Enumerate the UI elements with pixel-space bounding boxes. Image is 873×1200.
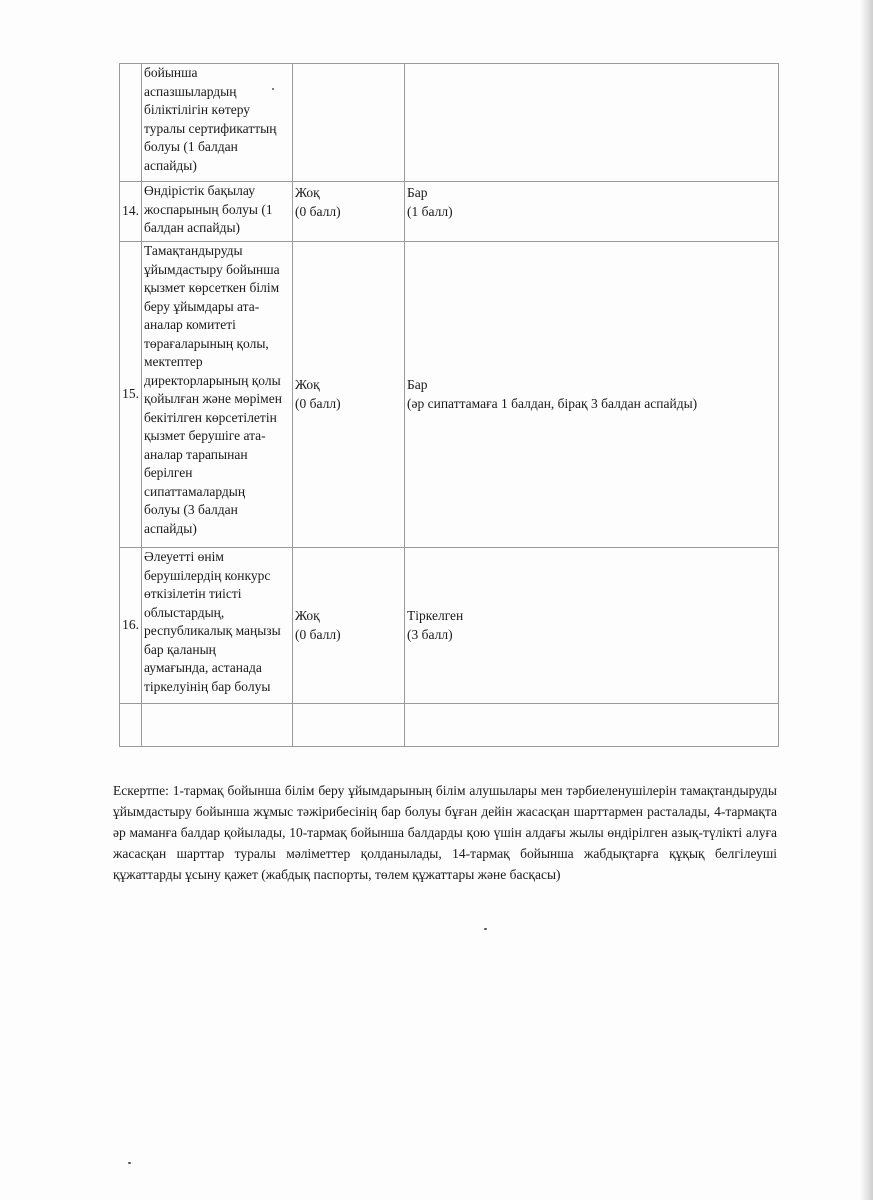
absent-score: (0 балл) — [295, 395, 341, 411]
absent-cell — [293, 242, 405, 548]
criterion-line: берілген — [144, 465, 193, 480]
criterion-line: бекітілген көрсетілетін — [144, 409, 277, 425]
present-score: (1 балл) — [407, 203, 453, 219]
criterion-line: бойынша — [144, 65, 198, 80]
empty-cell — [120, 704, 142, 747]
empty-cell — [405, 704, 779, 747]
criterion-line: республикалық маңызы — [144, 623, 281, 638]
criteria-table — [119, 63, 779, 747]
criterion-line: өткізілетін тиісті — [144, 586, 242, 601]
present-cell — [405, 242, 779, 548]
table-row — [120, 64, 779, 182]
criterion-line: болуы (1 балдан — [144, 139, 238, 154]
present-label: Бар — [407, 377, 428, 392]
absent-label: Жоқ — [295, 185, 320, 200]
criterion-line: сипаттамалардың — [144, 483, 246, 499]
absent-cell — [293, 182, 405, 242]
criterion-line: балдан аспайды) — [144, 220, 241, 235]
absent-cell — [293, 64, 405, 182]
table-row — [120, 242, 779, 548]
criterion-line: аспайды) — [144, 157, 197, 173]
criterion-line: аспайды) — [144, 520, 197, 536]
criterion-line: беру ұйымдары ата- — [144, 298, 260, 314]
empty-cell — [293, 704, 405, 747]
present-score: (3 балл) — [407, 626, 453, 642]
present-cell — [405, 548, 779, 704]
scan-edge-shadow — [859, 0, 873, 1200]
present-score: (әр сипаттамаға 1 балдан, бірақ 3 балдан аспайды) — [407, 395, 698, 411]
scan-speck — [128, 1162, 131, 1164]
criterion-cell — [142, 64, 293, 182]
criterion-line: мектептер — [144, 354, 203, 369]
row-number: 14. — [120, 182, 142, 242]
criterion-line: Әлеуетті өнім — [144, 549, 224, 564]
criterion-line: болуы (3 балдан — [144, 502, 238, 517]
criterion-line: қызмет берушіге ата- — [144, 428, 266, 443]
criterion-line: тіркелуінің бар болуы — [144, 678, 271, 694]
footnote: Ескертпе: 1-тармақ бойынша білім беру ұйымдарының білім алушылары мен тәрбиеленушілерін тамақтандыруды ұйымдастыру бойынша жұмыс тәжірибесінің бар болуы бұған дейін жасасқан шарттармен расталады, 4-тармақта әр маманға балдар қойылады, 10-тармақ бойынша балдарды қою үшін алдағы жылы өндірілген азық-түлікті алуға жасасқан шарттар туралы мәліметтер қолданылады, 14-тармақ бойынша жабдықтарға құқық белгілеуші құжаттарды ұсыну қажет (жабдық паспорты, төлем құжаттары және басқасы) — [113, 783, 777, 882]
criterion-line: қойылған және мөрімен — [144, 391, 282, 406]
criterion-line: төрағаларының қолы, — [144, 335, 269, 351]
row-number — [120, 64, 142, 182]
criterion-line: бар қаланың — [144, 641, 216, 657]
criterion-cell — [142, 242, 293, 548]
table-row — [120, 182, 779, 242]
absent-label: Жоқ — [295, 608, 320, 623]
absent-score: (0 балл) — [295, 626, 341, 642]
criterion-line: біліктілігін көтеру — [144, 102, 251, 117]
present-cell — [405, 64, 779, 182]
table-row — [120, 548, 779, 704]
criterion-line: облыстардың, — [144, 604, 225, 620]
row-number: 16. — [120, 548, 142, 704]
scan-speck — [272, 88, 274, 90]
row-number: 15. — [120, 242, 142, 548]
table-row-empty — [120, 704, 779, 747]
criterion-line: аумағында, астанада — [144, 660, 262, 675]
present-label: Тіркелген — [407, 608, 464, 623]
criterion-line: Өндірістік бақылау — [144, 183, 255, 198]
criterion-cell — [142, 182, 293, 242]
absent-score: (0 балл) — [295, 203, 341, 219]
present-label: Бар — [407, 185, 428, 200]
criterion-line: берушілердің конкурс — [144, 567, 271, 583]
criterion-line: Тамақтандыруды — [144, 243, 243, 258]
criterion-line: аналар комитеті — [144, 317, 236, 332]
criterion-line: аналар тарапынан — [144, 446, 248, 462]
criterion-line: директорларының қолы — [144, 372, 281, 388]
criterion-line: туралы сертификаттың — [144, 120, 277, 136]
present-cell — [405, 182, 779, 242]
criterion-line: қызмет көрсеткен білім — [144, 280, 280, 295]
criterion-cell — [142, 548, 293, 704]
criterion-line: жоспарының болуы (1 — [144, 201, 273, 217]
criterion-line: ұйымдастыру бойынша — [144, 261, 280, 277]
scan-speck — [484, 928, 487, 930]
absent-label: Жоқ — [295, 377, 320, 392]
criterion-line: аспазшылардың — [144, 83, 237, 99]
empty-cell — [142, 704, 293, 747]
absent-cell — [293, 548, 405, 704]
